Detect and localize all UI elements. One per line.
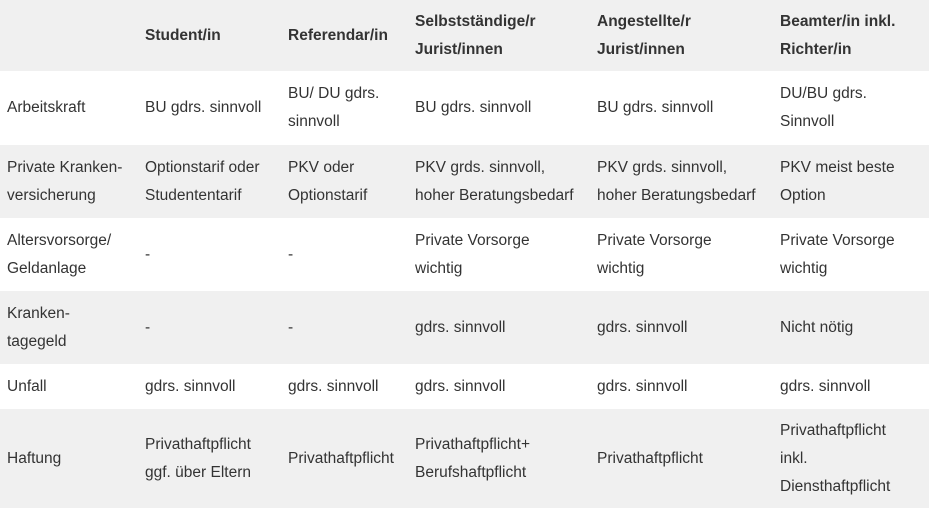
header-cell-empty	[0, 0, 138, 71]
table-cell: -	[145, 245, 151, 263]
table-cell: Privathaftpflicht inkl. Diensthaftpflicht	[780, 421, 891, 495]
row-label: Haftung	[7, 449, 62, 467]
table-cell: PKV grds. sinnvoll, hoher Beratungsbedarf	[597, 158, 756, 204]
table-cell: gdrs. sinnvoll	[780, 377, 871, 395]
row-label: Unfall	[7, 377, 47, 395]
table-cell: Privathaftpflicht ggf. über Eltern	[145, 435, 251, 481]
table-cell: gdrs. sinnvoll	[597, 318, 688, 336]
table-cell: Privathaftpflicht+ Berufshaftpflicht	[415, 435, 531, 481]
header-cell-selbststaendig: Selbstständige/r Jurist/innen	[415, 12, 536, 58]
row-label: Kranken- tagegeld	[7, 304, 70, 350]
row-label: Altersvorsorge/ Geldanlage	[7, 231, 112, 277]
table-cell: BU gdrs. sinnvoll	[415, 99, 532, 116]
header-cell-referendar: Referendar/in	[288, 26, 388, 44]
table-cell: Privathaftpflicht	[597, 449, 703, 467]
header-cell-student: Student/in	[145, 26, 221, 44]
table-cell: BU/ DU gdrs. sinnvoll	[288, 85, 380, 130]
table-cell: Private Vorsorge wichtig	[597, 231, 712, 277]
table-cell: Privathaftpflicht	[288, 449, 394, 467]
table-cell: gdrs. sinnvoll	[597, 377, 688, 395]
header-cell-beamter: Beamter/in inkl. Richter/in	[780, 12, 896, 58]
table-cell: gdrs. sinnvoll	[288, 377, 379, 395]
table-cell: DU/BU gdrs. Sinnvoll	[780, 85, 867, 130]
table-cell: gdrs. sinnvoll	[415, 318, 506, 336]
table-cell: Optionstarif oder Studententarif	[145, 158, 260, 204]
table-cell: PKV grds. sinnvoll, hoher Beratungsbedarf	[415, 158, 574, 204]
table-cell: -	[288, 245, 294, 263]
table-row-krankentagegeld	[0, 291, 929, 364]
table-row-haftung	[0, 409, 929, 508]
header-cell-angestellt: Angestellte/r Jurist/innen	[597, 12, 691, 58]
table-cell: Private Vorsorge wichtig	[415, 231, 530, 277]
table-cell: PKV oder Optionstarif	[288, 158, 368, 204]
table-cell: gdrs. sinnvoll	[415, 377, 506, 395]
table-cell: Nicht nötig	[780, 318, 854, 336]
table-cell: Private Vorsorge wichtig	[780, 231, 895, 277]
row-label: Private Kranken- versicherung	[7, 158, 123, 204]
table-cell: -	[145, 318, 151, 336]
table-cell: PKV meist beste Option	[780, 158, 895, 204]
table-header-row	[0, 0, 929, 71]
table-cell: gdrs. sinnvoll	[145, 377, 236, 395]
table-row-arbeitskraft	[0, 71, 929, 145]
table-row-unfall	[0, 364, 929, 409]
table-cell: BU gdrs. sinnvoll	[145, 99, 262, 116]
table-cell: -	[288, 318, 294, 336]
table-cell: BU gdrs. sinnvoll	[597, 99, 714, 116]
row-label: Arbeitskraft	[7, 99, 86, 116]
table-row-private-krankenversicherung	[0, 145, 929, 218]
table-row-altersvorsorge	[0, 218, 929, 291]
